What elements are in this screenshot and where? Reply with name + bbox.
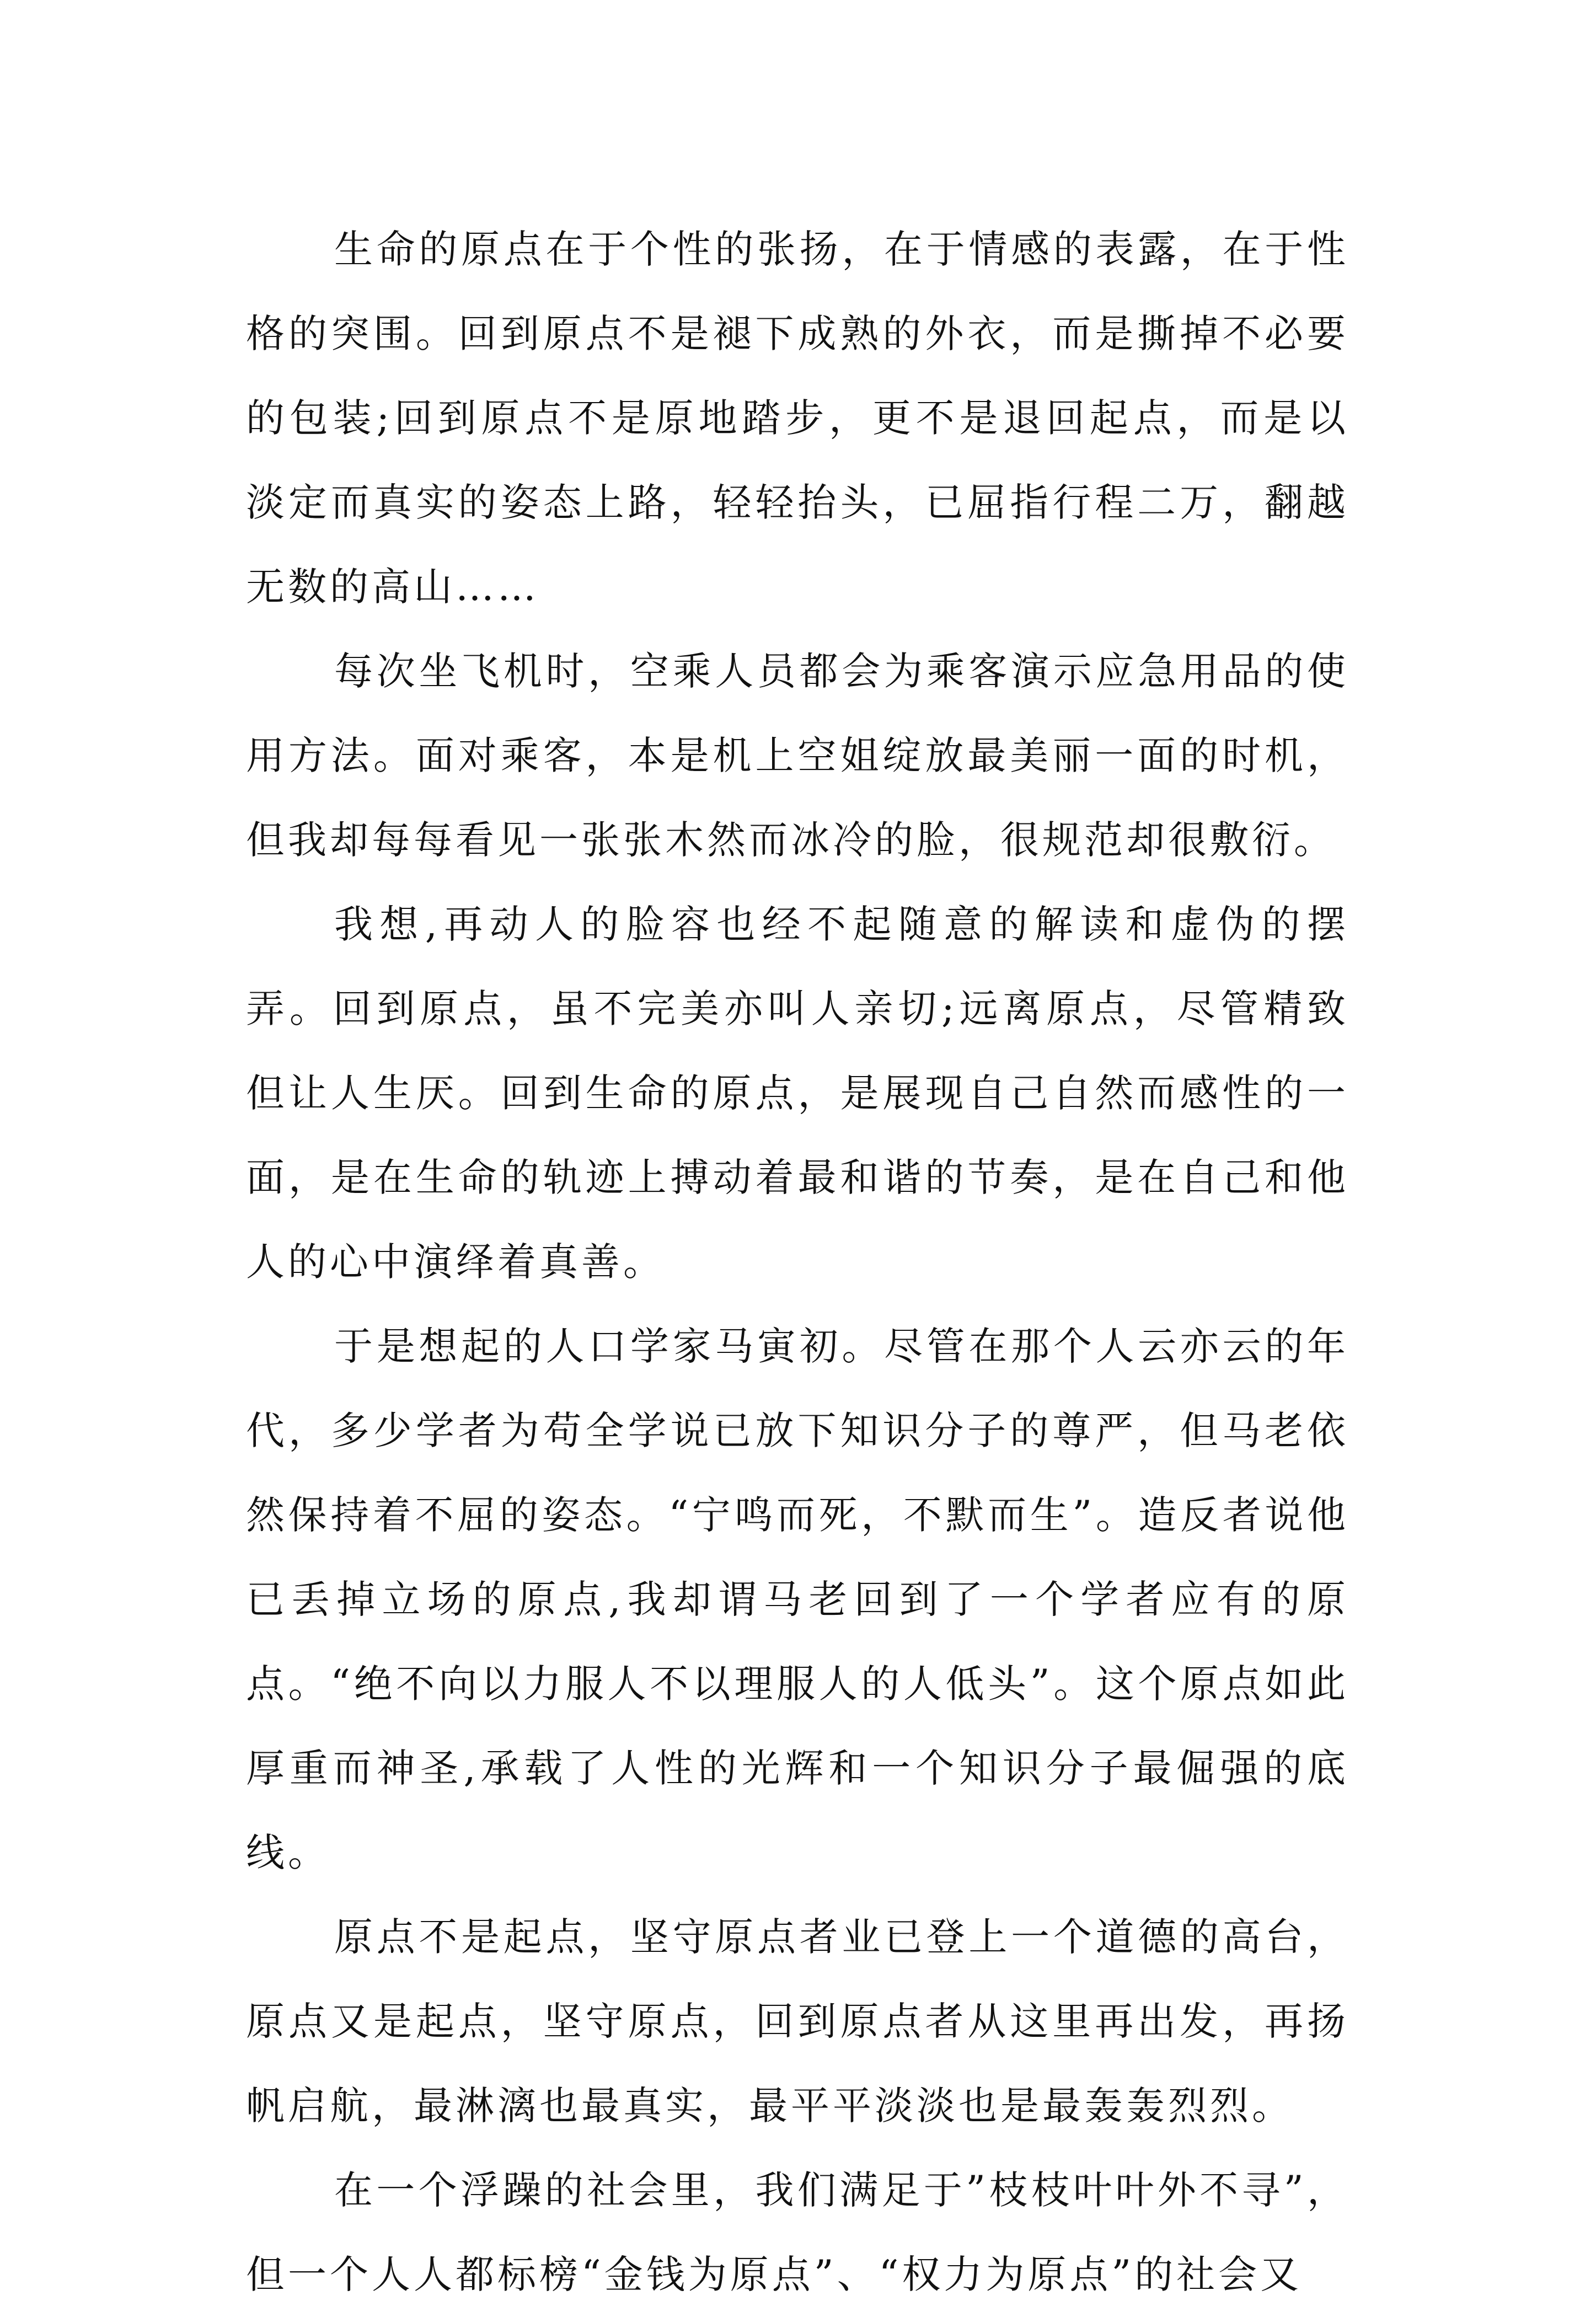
paragraph-2: 每次坐飞机时，空乘人员都会为乘客演示应急用品的使用方法。面对乘客，本是机上空姐绽放最美丽一面的时机，但我却每每看见一张张木然而冰冷的脸，很规范却很敷衍。 <box>246 649 1349 863</box>
paragraph-1: 生命的原点在于个性的张扬，在于情感的表露，在于性格的突围。回到原点不是褪下成熟的外衣，而是撕掉不必要的包装;回到原点不是原地踏步，更不是退回起点，而是以淡定而真实的姿态上路，轻轻抬头，已屈指行程二万，翻越无数的高山…… <box>246 227 1349 609</box>
paragraph-6: 在一个浮躁的社会里，我们满足于”枝枝叶叶外不寻”，但一个人人都标榜“金钱为原点”、“权力为原点”的社会又 <box>246 2168 1349 2297</box>
essay-body <box>246 207 1349 2317</box>
paragraph-5: 原点不是起点，坚守原点者业已登上一个道德的高台，原点又是起点，坚守原点，回到原点者从这里再出发，再扬帆启航，最淋漓也最真实，最平平淡淡也是最轰轰烈烈。 <box>246 1914 1349 2128</box>
paragraph-4: 于是想起的人口学家马寅初。尽管在那个人云亦云的年代，多少学者为苟全学说已放下知识分子的尊严，但马老依然保持着不屈的姿态。“宁鸣而死，不默而生”。造反者说他已丢掉立场的原点,我却谓马老回到了一个学者应有的原点。“绝不向以力服人不以理服人的人低头”。这个原点如此厚重而神圣,承载了人性的光辉和一个知识分子最倔强的底线。 <box>246 1324 1349 1875</box>
paragraph-3: 我想,再动人的脸容也经不起随意的解读和虚伪的摆弄。回到原点，虽不完美亦叫人亲切;远离原点，尽管精致但让人生厌。回到生命的原点，是展现自己自然而感性的一面，是在生命的轨迹上搏动着最和谐的节奏，是在自己和他人的心中演绎着真善。 <box>246 902 1349 1285</box>
